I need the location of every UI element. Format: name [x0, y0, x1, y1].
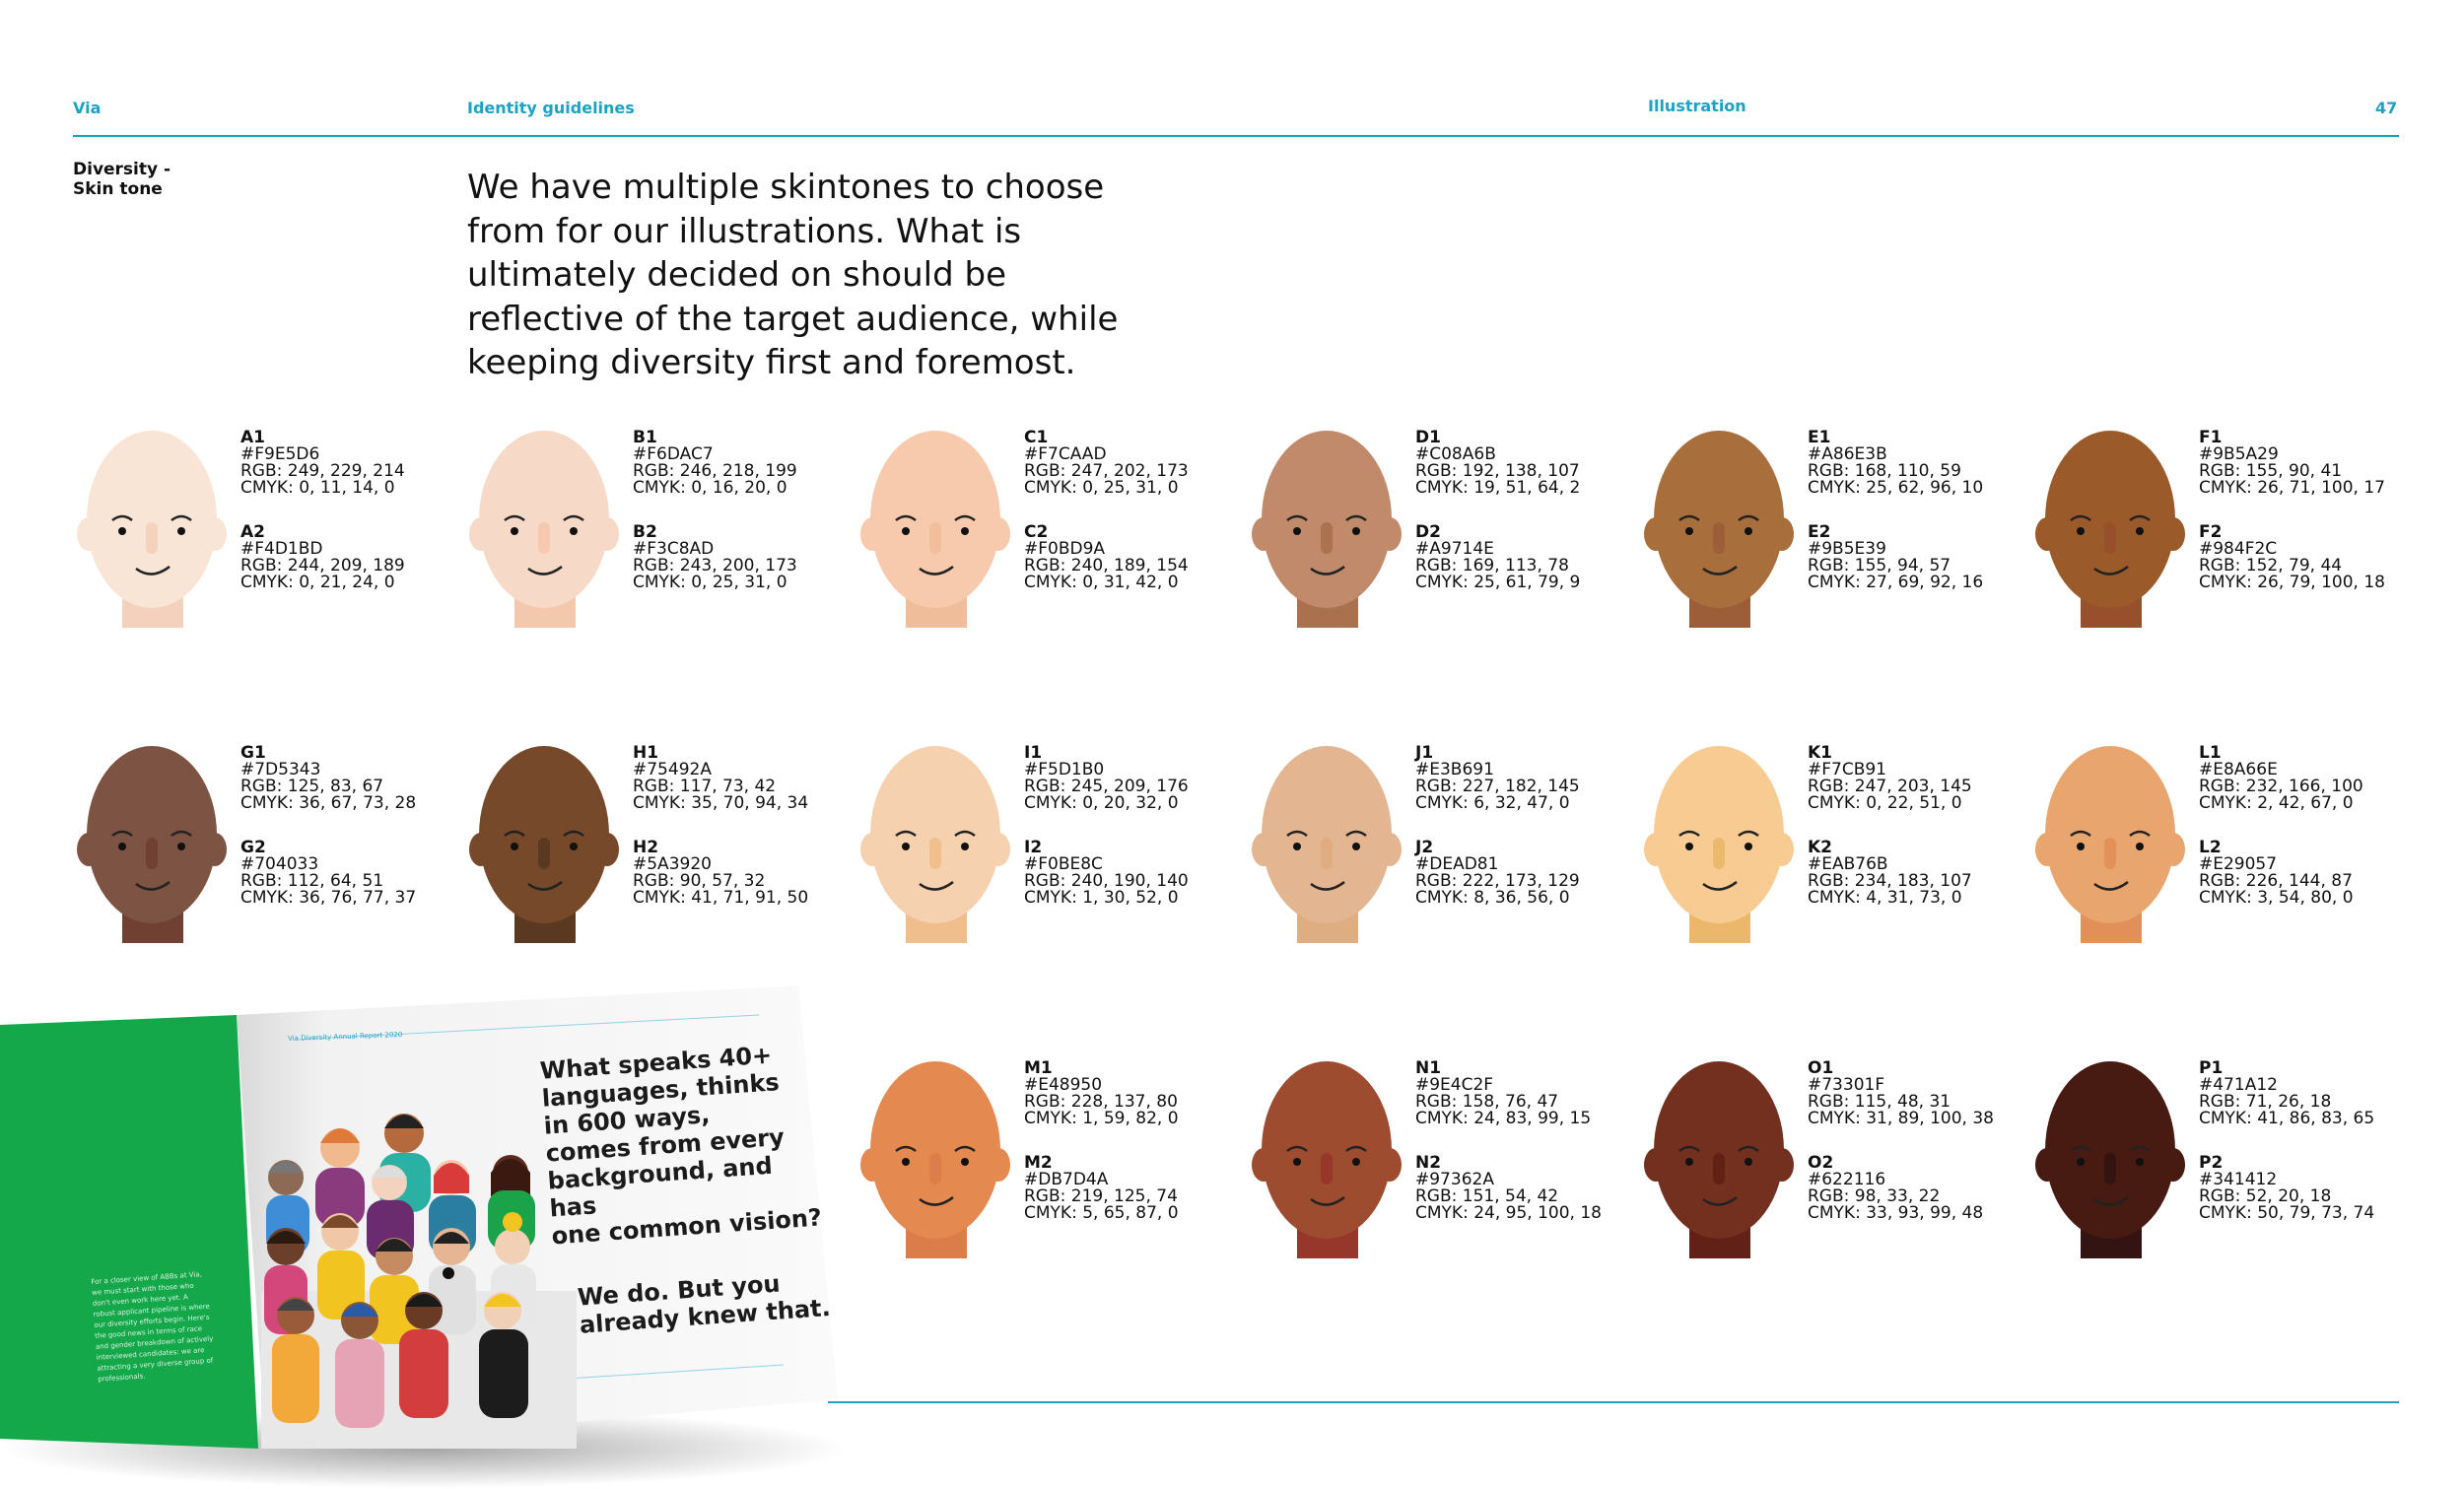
face-illustration	[856, 426, 1014, 628]
tone-code: J2	[1415, 838, 1434, 857]
tone-rgb: RGB: 112, 64, 51	[240, 871, 384, 891]
tone-hex: #75492A	[633, 760, 712, 779]
tone-spec	[633, 840, 859, 907]
tone-rgb: RGB: 245, 209, 176	[1024, 777, 1189, 796]
swatch-info	[633, 745, 859, 934]
swatch-info	[240, 430, 467, 619]
tone-cmyk: CMYK: 26, 79, 100, 18	[2199, 573, 2385, 592]
tone-rgb: RGB: 158, 76, 47	[1415, 1092, 1559, 1112]
tone-hex: #9B5E39	[1808, 539, 1886, 559]
tone-code: N2	[1415, 1153, 1442, 1173]
tone-rgb: RGB: 240, 190, 140	[1024, 871, 1189, 891]
tone-hex: #F3C8AD	[633, 539, 715, 559]
tone-cmyk: CMYK: 31, 89, 100, 38	[1808, 1109, 1994, 1128]
tone-hex: #9E4C2F	[1415, 1075, 1494, 1095]
tone-rgb: RGB: 222, 173, 129	[1415, 871, 1580, 891]
green-page	[0, 1015, 258, 1449]
tone-rgb: RGB: 117, 73, 42	[633, 777, 777, 796]
tone-cmyk: CMYK: 41, 71, 91, 50	[633, 888, 809, 908]
tone-code: L2	[2199, 838, 2222, 857]
tone-hex: #622116	[1808, 1170, 1886, 1189]
tone-rgb: RGB: 152, 79, 44	[2199, 556, 2343, 575]
tone-rgb: RGB: 71, 26, 18	[2199, 1092, 2332, 1112]
tone-cmyk: CMYK: 19, 51, 64, 2	[1415, 478, 1581, 498]
bottom-rule	[828, 1401, 2399, 1403]
tone-hex: #F6DAC7	[633, 444, 714, 464]
tone-spec	[1024, 840, 1251, 907]
tone-cmyk: CMYK: 24, 95, 100, 18	[1415, 1203, 1602, 1223]
tone-rgb: RGB: 115, 48, 31	[1808, 1092, 1951, 1112]
tone-code: J1	[1415, 743, 1434, 763]
tone-hex: #9B5A29	[2199, 444, 2279, 464]
face-illustration	[465, 741, 623, 943]
tone-spec	[1808, 524, 2034, 591]
tone-rgb: RGB: 247, 203, 145	[1808, 777, 1972, 796]
tone-code: H1	[633, 743, 659, 763]
tone-rgb: RGB: 192, 138, 107	[1415, 461, 1580, 481]
tone-cmyk: CMYK: 6, 32, 47, 0	[1415, 793, 1570, 813]
face-illustration	[1640, 1056, 1798, 1258]
tone-spec	[633, 745, 859, 812]
tone-hex: #471A12	[2199, 1075, 2278, 1095]
tone-spec	[2199, 524, 2426, 591]
swatch-info	[1808, 1060, 2034, 1250]
swatch-info	[2199, 430, 2426, 619]
tone-cmyk: CMYK: 33, 93, 99, 48	[1808, 1203, 1984, 1223]
tone-spec	[1415, 1155, 1642, 1222]
tone-cmyk: CMYK: 3, 54, 80, 0	[2199, 888, 2354, 908]
swatch-info	[1415, 1060, 1642, 1250]
tone-spec	[1415, 840, 1642, 907]
tone-spec	[2199, 430, 2426, 497]
tone-rgb: RGB: 240, 189, 154	[1024, 556, 1189, 575]
tone-code: F2	[2199, 522, 2223, 542]
tone-hex: #F7CAAD	[1024, 444, 1107, 464]
tone-code: H2	[633, 838, 659, 857]
tone-spec	[1808, 840, 2034, 907]
swatch-info	[1024, 1060, 1251, 1250]
brochure-side-text: For a closer view of ABBs at Via, we must start with those who don't even work here yet. A robust applicant pipeline is where our diversity efforts begin. Here's the good news in terms of race and gender breakdown of actively interviewed candidates: we are attracting a very diverse group of professionals.	[91, 1270, 214, 1384]
tone-rgb: RGB: 246, 218, 199	[633, 461, 797, 481]
tone-spec	[633, 430, 859, 497]
tone-cmyk: CMYK: 5, 65, 87, 0	[1024, 1203, 1179, 1223]
tone-spec	[240, 745, 467, 812]
face-illustration	[1248, 426, 1405, 628]
tone-hex: #704033	[240, 854, 319, 874]
tone-hex: #DEAD81	[1415, 854, 1499, 874]
face-illustration	[2031, 426, 2189, 628]
tone-rgb: RGB: 168, 110, 59	[1808, 461, 1961, 481]
face-illustration	[1248, 741, 1405, 943]
tone-spec	[240, 524, 467, 591]
swatch-info	[2199, 745, 2426, 934]
brochure-page-tag: Via Diversity Annual Report 2020	[287, 1030, 403, 1044]
swatch-info	[1415, 745, 1642, 934]
swatch-info	[1024, 745, 1251, 934]
face-illustration	[2031, 1056, 2189, 1258]
swatch-info	[1415, 430, 1642, 619]
face-illustration	[1248, 1056, 1405, 1258]
tone-rgb: RGB: 232, 166, 100	[2199, 777, 2363, 796]
tone-code: O2	[1808, 1153, 1834, 1173]
tone-code: F1	[2199, 428, 2223, 447]
tone-cmyk: CMYK: 8, 36, 56, 0	[1415, 888, 1570, 908]
face-illustration	[2031, 741, 2189, 943]
tone-cmyk: CMYK: 0, 21, 24, 0	[240, 573, 395, 592]
tone-code: G2	[240, 838, 266, 857]
tone-cmyk: CMYK: 0, 25, 31, 0	[633, 573, 787, 592]
swatch-info	[1024, 430, 1251, 619]
section-label: Diversity - Skin tone	[73, 160, 171, 199]
tone-cmyk: CMYK: 27, 69, 92, 16	[1808, 573, 1984, 592]
tone-code: E1	[1808, 428, 1831, 447]
tone-cmyk: CMYK: 25, 62, 96, 10	[1808, 478, 1984, 498]
tone-cmyk: CMYK: 36, 67, 73, 28	[240, 793, 417, 813]
tone-code: O1	[1808, 1058, 1834, 1078]
tone-code: A2	[240, 522, 265, 542]
tone-code: K2	[1808, 838, 1833, 857]
tone-spec	[633, 524, 859, 591]
tone-rgb: RGB: 155, 90, 41	[2199, 461, 2343, 481]
tone-code: P1	[2199, 1058, 2224, 1078]
tone-hex: #F0BD9A	[1024, 539, 1106, 559]
tone-rgb: RGB: 243, 200, 173	[633, 556, 797, 575]
face-illustration	[1640, 741, 1798, 943]
tone-rgb: RGB: 227, 182, 145	[1415, 777, 1580, 796]
tone-spec	[1415, 430, 1642, 497]
tone-hex: #984F2C	[2199, 539, 2278, 559]
tone-hex: #F7CB91	[1808, 760, 1887, 779]
tone-hex: #5A3920	[633, 854, 712, 874]
tone-hex: #E3B691	[1415, 760, 1494, 779]
tone-hex: #DB7D4A	[1024, 1170, 1109, 1189]
tone-spec	[1024, 524, 1251, 591]
tone-spec	[1415, 745, 1642, 812]
tone-spec	[1415, 524, 1642, 591]
doc-title: Identity guidelines	[467, 99, 635, 117]
tone-spec	[1024, 1060, 1251, 1127]
tone-rgb: RGB: 244, 209, 189	[240, 556, 405, 575]
tone-code: P2	[2199, 1153, 2224, 1173]
tone-hex: #E29057	[2199, 854, 2278, 874]
tone-code: M1	[1024, 1058, 1053, 1078]
tone-code: I1	[1024, 743, 1043, 763]
tone-hex: #F9E5D6	[240, 444, 320, 464]
tone-rgb: RGB: 151, 54, 42	[1415, 1186, 1559, 1206]
tone-rgb: RGB: 98, 33, 22	[1808, 1186, 1941, 1206]
tone-code: C2	[1024, 522, 1049, 542]
tone-cmyk: CMYK: 36, 76, 77, 37	[240, 888, 417, 908]
tone-rgb: RGB: 247, 202, 173	[1024, 461, 1189, 481]
tone-rgb: RGB: 52, 20, 18	[2199, 1186, 2332, 1206]
face-illustration	[73, 741, 231, 943]
tone-spec	[1024, 1155, 1251, 1222]
tone-hex: #7D5343	[240, 760, 321, 779]
tone-spec	[240, 430, 467, 497]
tone-spec	[1808, 430, 2034, 497]
tone-spec	[2199, 1060, 2426, 1127]
tone-hex: #A9714E	[1415, 539, 1494, 559]
tone-cmyk: CMYK: 0, 16, 20, 0	[633, 478, 787, 498]
tone-code: D1	[1415, 428, 1441, 447]
tone-hex: #EAB76B	[1808, 854, 1888, 874]
brochure-headline-answer: We do. But you already knew that.	[577, 1269, 832, 1339]
header-rule	[73, 135, 2399, 137]
tone-spec	[1808, 1155, 2034, 1222]
tone-hex: #E8A66E	[2199, 760, 2278, 779]
tone-hex: #F5D1B0	[1024, 760, 1105, 779]
tone-hex: #341412	[2199, 1170, 2278, 1189]
tone-spec	[1415, 1060, 1642, 1127]
tone-rgb: RGB: 169, 113, 78	[1415, 556, 1569, 575]
tone-cmyk: CMYK: 35, 70, 94, 34	[633, 793, 809, 813]
tone-cmyk: CMYK: 0, 31, 42, 0	[1024, 573, 1179, 592]
swatch-info	[1808, 745, 2034, 934]
tone-hex: #97362A	[1415, 1170, 1494, 1189]
brand-label: Via	[73, 99, 102, 117]
tone-cmyk: CMYK: 0, 11, 14, 0	[240, 478, 395, 498]
tone-hex: #A86E3B	[1808, 444, 1887, 464]
face-illustration	[1640, 426, 1798, 628]
tone-spec	[1808, 745, 2034, 812]
tone-cmyk: CMYK: 50, 79, 73, 74	[2199, 1203, 2375, 1223]
tone-code: B2	[633, 522, 657, 542]
tone-spec	[2199, 1155, 2426, 1222]
tone-code: C1	[1024, 428, 1049, 447]
tone-spec	[1024, 430, 1251, 497]
swatch-info	[633, 430, 859, 619]
face-illustration	[465, 426, 623, 628]
tone-code: E2	[1808, 522, 1831, 542]
tone-rgb: RGB: 90, 57, 32	[633, 871, 766, 891]
tone-cmyk: CMYK: 0, 22, 51, 0	[1808, 793, 1962, 813]
tone-cmyk: CMYK: 0, 25, 31, 0	[1024, 478, 1179, 498]
tone-cmyk: CMYK: 41, 86, 83, 65	[2199, 1109, 2375, 1128]
tone-code: G1	[240, 743, 266, 763]
tone-code: D2	[1415, 522, 1441, 542]
face-illustration	[856, 741, 1014, 943]
tone-code: N1	[1415, 1058, 1442, 1078]
tone-hex: #F0BE8C	[1024, 854, 1103, 874]
tone-hex: #C08A6B	[1415, 444, 1496, 464]
tone-rgb: RGB: 125, 83, 67	[240, 777, 384, 796]
tone-rgb: RGB: 219, 125, 74	[1024, 1186, 1178, 1206]
tone-cmyk: CMYK: 0, 20, 32, 0	[1024, 793, 1179, 813]
tone-cmyk: CMYK: 1, 30, 52, 0	[1024, 888, 1179, 908]
tone-rgb: RGB: 155, 94, 57	[1808, 556, 1951, 575]
tone-cmyk: CMYK: 2, 42, 67, 0	[2199, 793, 2354, 813]
tone-rgb: RGB: 234, 183, 107	[1808, 871, 1972, 891]
section-title: Illustration	[1648, 97, 1746, 115]
tone-hex: #F4D1BD	[240, 539, 323, 559]
tone-rgb: RGB: 226, 144, 87	[2199, 871, 2353, 891]
tone-cmyk: CMYK: 25, 61, 79, 9	[1415, 573, 1581, 592]
tone-cmyk: CMYK: 1, 59, 82, 0	[1024, 1109, 1179, 1128]
swatch-info	[1808, 430, 2034, 619]
tone-spec	[2199, 745, 2426, 812]
page-number: 47	[2375, 99, 2398, 117]
tone-spec	[2199, 840, 2426, 907]
tone-code: M2	[1024, 1153, 1053, 1173]
swatch-info	[2199, 1060, 2426, 1250]
tone-hex: #73301F	[1808, 1075, 1885, 1095]
tone-cmyk: CMYK: 26, 71, 100, 17	[2199, 478, 2385, 498]
tone-hex: #E48950	[1024, 1075, 1103, 1095]
tone-rgb: RGB: 228, 137, 80	[1024, 1092, 1178, 1112]
tone-cmyk: CMYK: 24, 83, 99, 15	[1415, 1109, 1592, 1128]
intro-paragraph: We have multiple skintones to choose from for our illustrations. What is ultimately decided on should be reflective of the target audience, while keeping diversity first and foremost.	[467, 168, 1119, 382]
swatch-info	[240, 745, 467, 934]
brochure-headline-question: What speaks 40+ languages, thinks in 600 ways, comes from every background, and has one common vision?	[538, 1041, 823, 1251]
tone-code: A1	[240, 428, 265, 447]
tone-code: I2	[1024, 838, 1043, 857]
tone-code: K1	[1808, 743, 1833, 763]
tone-spec	[1808, 1060, 2034, 1127]
tone-code: L1	[2199, 743, 2222, 763]
tone-rgb: RGB: 249, 229, 214	[240, 461, 405, 481]
tone-code: B1	[633, 428, 657, 447]
brochure-headline	[537, 1010, 836, 1368]
tone-spec	[240, 840, 467, 907]
face-illustration	[73, 426, 231, 628]
tone-spec	[1024, 745, 1251, 812]
tone-cmyk: CMYK: 4, 31, 73, 0	[1808, 888, 1962, 908]
face-illustration	[856, 1056, 1014, 1258]
